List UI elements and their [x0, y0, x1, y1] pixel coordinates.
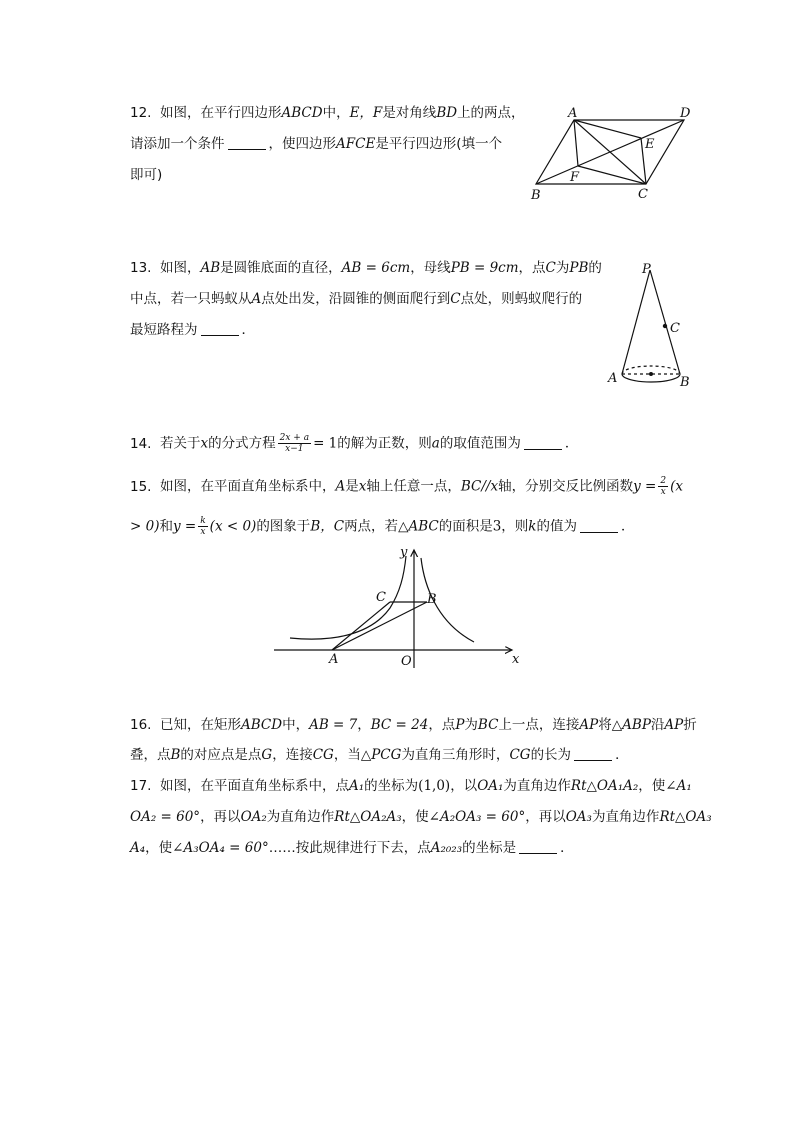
label-e: E	[645, 137, 655, 152]
answer-blank[interactable]	[228, 137, 266, 150]
answer-blank[interactable]	[580, 520, 618, 533]
label-c: C	[670, 321, 680, 336]
label-x: x	[512, 652, 520, 667]
parallelogram-figure	[528, 104, 698, 204]
answer-blank[interactable]	[524, 437, 562, 450]
cone-figure	[604, 258, 694, 393]
label-y: y	[400, 545, 408, 560]
label-f: F	[570, 170, 580, 185]
segment-ac	[332, 602, 390, 650]
question-number: 17.	[130, 778, 152, 794]
segment-ab	[332, 602, 427, 650]
base-center-point	[649, 372, 653, 376]
q17-line-3: A₄，使∠A₃OA₄ = 60°……按此规律进行下去，点A₂₀₂₃的坐标是 ．	[130, 840, 574, 856]
question-number: 14.	[130, 435, 152, 452]
answer-blank[interactable]	[519, 841, 557, 854]
q13-line-3: 最短路程为 ．	[130, 322, 255, 338]
q14-line: 14. 若关于x的分式方程 $\frac{2x + a}{x-1}$ = 1的解为正数，则a的取值范围为 ．	[130, 433, 579, 454]
fraction: $\frac{2x + a}{x-1}$	[279, 433, 310, 454]
question-number: 13.	[130, 260, 152, 276]
label-a: A	[329, 652, 339, 667]
q12-line-1: 12. 如图，在平行四边形ABCD中，E，F是对角线BD上的两点，	[130, 105, 525, 121]
segment-af	[574, 120, 578, 166]
q15-line-1: 15. 如图，在平面直角坐标系中，A是x轴上任意一点，BC//x轴，分别交反比例函数y = $\frac{2}{x}$ (x	[130, 476, 683, 497]
question-number: 16.	[130, 717, 152, 733]
label-b: B	[427, 592, 437, 607]
q12-line-2: 请添加一个条件 ，使四边形AFCE是平行四边形(填一个	[130, 136, 503, 152]
q16-line-1: 16. 已知，在矩形ABCD中，AB = 7，BC = 24，点P为BC上一点，连接AP将△ABP沿AP折	[130, 717, 697, 733]
label-d: D	[680, 106, 691, 121]
label-a: A	[568, 106, 578, 121]
label-b: B	[680, 375, 690, 390]
question-number: 15.	[130, 478, 152, 495]
answer-blank[interactable]	[201, 323, 239, 336]
label-c: C	[376, 590, 386, 605]
label-c: C	[638, 187, 648, 202]
slant-pa	[622, 270, 650, 374]
q16-line-2: 叠，点B的对应点是点G，连接CG，当△PCG为直角三角形时，CG的长为 ．	[130, 747, 629, 763]
answer-blank[interactable]	[574, 748, 612, 761]
label-p: P	[642, 262, 651, 277]
q12-line-3: 即可)	[130, 167, 163, 183]
fraction: $\frac{k}{x}$	[200, 516, 206, 537]
coordinate-figure	[270, 544, 530, 670]
question-number: 12.	[130, 105, 152, 121]
label-a: A	[608, 371, 618, 386]
label-o: O	[401, 654, 412, 669]
q13-line-2: 中点，若一只蚂蚁从A点处出发，沿圆锥的侧面爬行到C点处，则蚂蚁爬行的	[130, 291, 583, 307]
curve-left-branch	[290, 556, 406, 639]
q17-line-1: 17. 如图，在平面直角坐标系中，点A₁的坐标为(1,0)，以OA₁为直角边作Rt△OA₁A₂，使∠A₁	[130, 778, 692, 794]
q17-line-2: OA₂ = 60°，再以OA₂为直角边作Rt△OA₂A₃，使∠A₂OA₃ = 60°，再以OA₃为直角边作Rt△OA₃	[130, 809, 712, 825]
label-b: B	[531, 188, 541, 203]
q13-line-1: 13. 如图，AB是圆锥底面的直径，AB = 6cm，母线PB = 9cm，点C为PB的	[130, 260, 602, 276]
point-c	[663, 324, 667, 328]
q15-line-2: > 0)和y = $\frac{k}{x}$ (x < 0)的图象于B，C两点，若△ABC的面积是3，则k的值为 ．	[130, 516, 635, 537]
fraction: $\frac{2}{x}$	[660, 476, 667, 497]
